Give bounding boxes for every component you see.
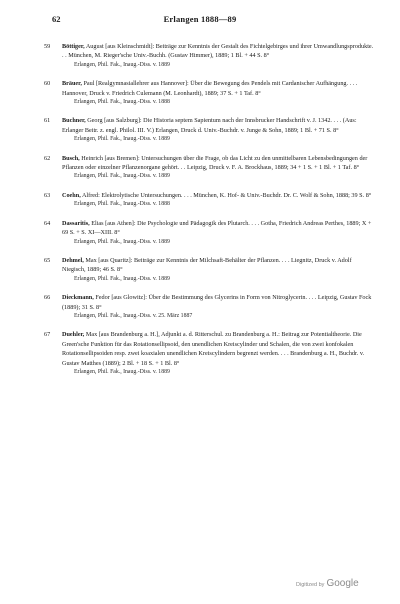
entry-text: Elias [aus Athen]: Die Psychologie und Pädagogik des Plutarch. . . . Gotha, Friedrich Andreas Perthes, 1889; X + 69 S. + S. XI—XIII. 8° bbox=[62, 219, 372, 237]
entry-author: Busch, bbox=[62, 154, 80, 162]
page-header bbox=[0, 14, 400, 30]
entry-number: 61 bbox=[44, 117, 51, 125]
entry-body bbox=[62, 79, 374, 107]
entry-text: Heinrich [aus Bremen]: Untersuchungen über die Frage, ob das Licht zu den unmittelbaren Lebensbedingungen der Pflanzen oder einzelner Pflanzenorgane gehört. . . Leipzig, Druck v. F. A. Brockhaus, 1889; 34 + 1 S. + 1 Bl. + 1 Taf. 8° bbox=[62, 154, 368, 172]
bibliography-entry bbox=[44, 154, 374, 182]
entry-author: Buchner, bbox=[62, 117, 86, 125]
entry-text: Georg [aus Salzburg]: Die Historia septem Sapientum nach der Innsbrucker Handschrift v. J. 1342. . . . (Aus: Erlanger Beitr. z. engl. Philol. III. V.) Erlangen, Druck d. Univ.-Buchdr. v. Junge & Sohn, 1889; 1 Bl. + 71 S. 8° bbox=[62, 117, 357, 134]
entry-author: Dieckmann, bbox=[62, 294, 94, 302]
bibliography-entry bbox=[44, 42, 374, 70]
entry-author: Duehler, bbox=[62, 331, 85, 339]
entry-number: 59 bbox=[44, 43, 51, 50]
entry-note: Erlangen, Phil. Fak., Inaug.-Diss. v. 1889 bbox=[74, 61, 170, 68]
entry-body bbox=[62, 293, 374, 321]
entry-note: Erlangen, Phil. Fak., Inaug.-Diss. v. 1889 bbox=[74, 173, 170, 180]
entry-text: Paul [Realgymnasiallehrer aus Hannover]: Über die Bewegung des Pendels mit Cardanischer Aufhängung. . . . Hannover, Druck v. Friedrich Culemann (M. Leonhardt), 1889; 37 S. + 1 Taf. 8° bbox=[62, 80, 358, 97]
entry-text: Max [aus Quaritz]: Beiträge zur Kenntnis der Milchsaft-Behälter der Pflanzen. . . . Liegnitz, Druck v. Adolf Niegisch, 1889; 46 S. 8° bbox=[62, 256, 352, 274]
entry-body bbox=[62, 42, 374, 70]
entry-author: Coehn, bbox=[62, 191, 81, 199]
entry-body bbox=[62, 219, 374, 247]
bibliography-entry bbox=[44, 219, 374, 247]
entry-note: Erlangen, Phil. Fak., Inaug.-Diss. v. 25. März 1887 bbox=[74, 312, 193, 319]
entry-body bbox=[62, 116, 374, 144]
running-title: Erlangen 1888—89 bbox=[163, 14, 237, 24]
entry-number: 65 bbox=[44, 256, 51, 264]
entry-text: August [aus Kleinschmidt]: Beiträge zur Kenntnis der Gestalt des Fichtelgebirges und ihrer Umwandlungsprodukte. . . München, M. Rieger'sche Univ.-Buchh. (Gustav Himmer), 1889; 1 Bl. + 44 S. 8° bbox=[62, 43, 374, 60]
bibliography-entry bbox=[44, 256, 374, 284]
entry-author: Bräuer, bbox=[62, 80, 82, 88]
bibliography-entry bbox=[44, 116, 374, 144]
entry-author: Dassaritis, bbox=[62, 219, 90, 227]
entry-number: 62 bbox=[44, 154, 51, 162]
entry-body bbox=[62, 330, 374, 377]
entry-note: Erlangen, Phil. Fak., Inaug.-Diss. v. 1888 bbox=[74, 99, 170, 106]
entry-note: Erlangen, Phil. Fak., Inaug.-Diss. v. 1889 bbox=[74, 136, 170, 143]
page-number: 62 bbox=[52, 14, 61, 24]
entry-number: 66 bbox=[44, 294, 51, 302]
entry-note: Erlangen, Phil. Fak., Inaug.-Diss. v. 1889 bbox=[74, 238, 170, 245]
digitized-watermark bbox=[296, 578, 359, 589]
entry-text: Fedor [aus Glowitz]: Über die Bestimmung des Glycerins in Form von Nitroglycerin. . . . Leipzig, Gustav Fock (1889); 31 S. 8° bbox=[62, 294, 372, 311]
entry-body bbox=[62, 256, 374, 284]
entry-body bbox=[62, 154, 374, 182]
entry-note: Erlangen, Phil. Fak., Inaug.-Diss. v. 1889 bbox=[74, 275, 170, 282]
bibliography-entry bbox=[44, 293, 374, 321]
bibliography-entry bbox=[44, 79, 374, 107]
bibliography-list bbox=[44, 42, 374, 386]
entry-text: Max [aus Brandenburg a. H.], Adjunkt a. d. Ritterschul. zu Brandenburg a. H.: Beitrag zur Potentialtheorie. Die Green'sche Funktion für das Rotationsellipsoid, den unendlichen Kreiscylinder und Schalen, die von zwei konfokalen Rotationsellipsoiden resp. zwei koaxialen unendlichen Kreiscylindern begrenzt werden. . . . Brandenburg a. H., Buchdr. v. Gustav Matthes (1889); 2 Bl. + 18 S. + 1 Bl. 8° bbox=[62, 331, 365, 367]
watermark-prefix: Digitized by bbox=[296, 582, 325, 588]
entry-note: Erlangen, Phil. Fak., Inaug.-Diss. v. 1889 bbox=[74, 368, 170, 375]
entry-text: Alfred: Elektrolytische Untersuchungen. . . . München, K. Hof- & Univ.-Buchdr. Dr. C. Wolf & Sohn, 1888; 39 S. 8° bbox=[80, 191, 372, 199]
entry-author: Böttiger, bbox=[62, 43, 85, 50]
entry-number: 67 bbox=[44, 331, 51, 339]
entry-note: Erlangen, Phil. Fak., Inaug.-Diss. v. 1888 bbox=[74, 201, 170, 208]
entry-body bbox=[62, 191, 374, 210]
entry-number: 63 bbox=[44, 191, 51, 199]
google-logo: Google bbox=[326, 578, 359, 589]
bibliography-entry bbox=[44, 191, 374, 210]
entry-author: Dehmel, bbox=[62, 256, 84, 264]
bibliography-entry bbox=[44, 330, 374, 377]
entry-number: 64 bbox=[44, 219, 51, 227]
entry-number: 60 bbox=[44, 80, 51, 88]
